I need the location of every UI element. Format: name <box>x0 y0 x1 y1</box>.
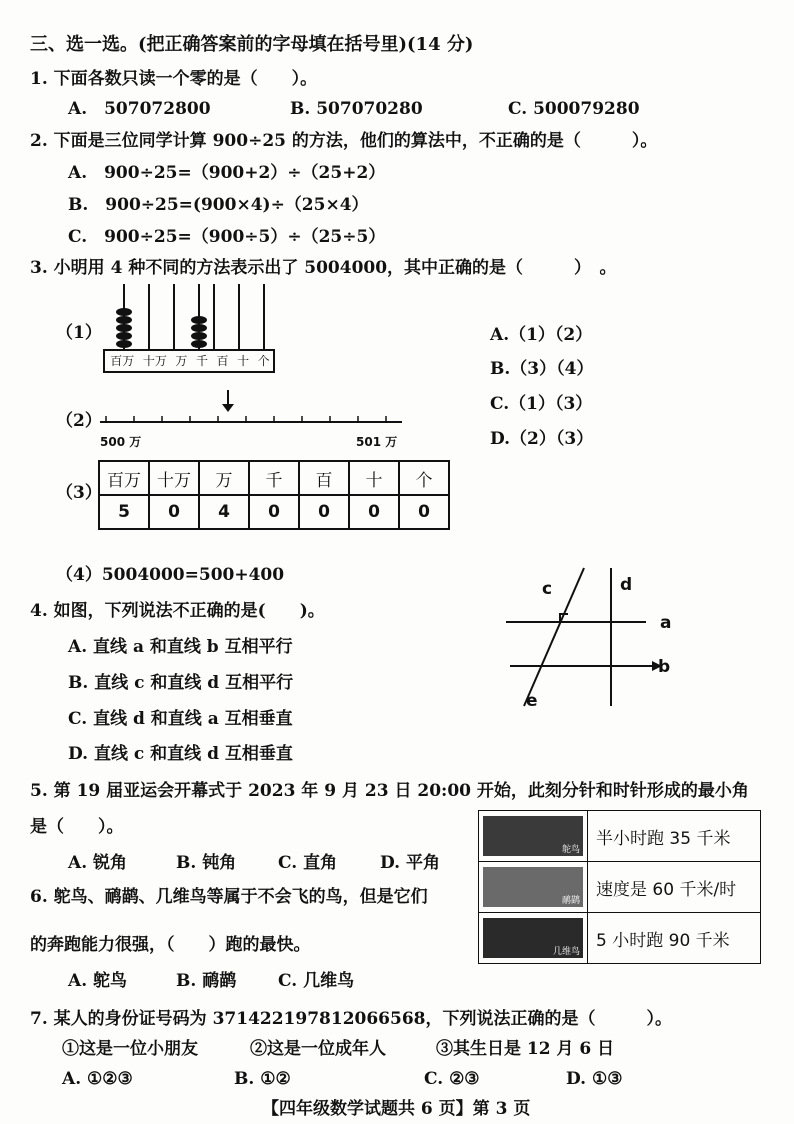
numberline-left-label: 500 万 <box>100 435 142 449</box>
q3-option-b[interactable]: B.（3）（4） <box>490 359 594 379</box>
line-label-a: a <box>660 613 672 633</box>
place-value-table <box>98 460 450 530</box>
table-cell: 5 <box>99 495 149 529</box>
table-header: 百万 <box>99 461 149 495</box>
q4-option-d[interactable]: D. 直线 c 和直线 d 互相垂直 <box>68 744 293 764</box>
q1-stem: 1. 下面各数只读一个零的是（ ）。 <box>30 69 318 89</box>
q4-stem: 4. 如图，下列说法不正确的是( )。 <box>30 601 325 621</box>
q6-option-a[interactable]: A. 鸵鸟 <box>68 971 128 991</box>
q5-option-b[interactable]: B. 钝角 <box>176 853 237 873</box>
table-cell: 0 <box>349 495 399 529</box>
line-label-c: c <box>542 579 553 599</box>
abacus-label: 十万 <box>142 354 167 368</box>
q3-label-3: （3） <box>56 483 102 503</box>
abacus-label: 十 <box>237 354 250 368</box>
abacus-label: 百 <box>216 354 229 368</box>
table-cell: 半小时跑 35 千米 <box>588 811 761 862</box>
bird-speed-table <box>478 810 761 964</box>
table-cell: 5 小时跑 90 千米 <box>588 913 761 964</box>
q6-stem-line2: 的奔跑能力很强，（ ）跑的最快。 <box>30 935 311 955</box>
table-cell: 4 <box>199 495 249 529</box>
table-header: 十 <box>349 461 399 495</box>
q2-option-a[interactable]: A. 900÷25=（900+2）÷（25+2） <box>68 163 386 183</box>
q4-option-c[interactable]: C. 直线 d 和直线 a 互相垂直 <box>68 709 293 729</box>
q7-option-a[interactable]: A. ①②③ <box>62 1069 133 1089</box>
q1-option-c[interactable]: C. 500079280 <box>508 99 640 119</box>
q4-option-a[interactable]: A. 直线 a 和直线 b 互相平行 <box>68 637 293 657</box>
table-cell: 0 <box>249 495 299 529</box>
ostrich-photo: 鸵鸟 <box>483 816 583 856</box>
q2-option-c[interactable]: C. 900÷25=（900÷5）÷（25÷5） <box>68 227 386 247</box>
q3-option-a[interactable]: A.（1）（2） <box>490 325 593 345</box>
q3-option-c[interactable]: C.（1）（3） <box>490 394 593 414</box>
table-row <box>479 862 761 913</box>
table-header: 千 <box>249 461 299 495</box>
table-header: 个 <box>399 461 449 495</box>
line-label-b: b <box>658 657 671 677</box>
abacus-labels <box>106 352 274 369</box>
q7-option-d[interactable]: D. ①③ <box>566 1069 623 1089</box>
table-header: 万 <box>199 461 249 495</box>
q5-stem-line2: 是（ ）。 <box>30 817 124 837</box>
page-footer: 【四年级数学试题共 6 页】第 3 页 <box>262 1099 531 1119</box>
section-title: 三、选一选。(把正确答案前的字母填在括号里)(14 分) <box>30 34 474 55</box>
q6-option-c[interactable]: C. 几维鸟 <box>278 971 355 991</box>
q4-option-b[interactable]: B. 直线 c 和直线 d 互相平行 <box>68 673 294 693</box>
table-cell: 0 <box>149 495 199 529</box>
table-cell: 0 <box>299 495 349 529</box>
q2-stem: 2. 下面是三位同学计算 900÷25 的方法，他们的算法中，不正确的是（ ）。 <box>30 131 658 151</box>
abacus-figure <box>100 284 280 384</box>
abacus-label: 百万 <box>110 354 135 368</box>
q7-statement-2: ②这是一位成年人 <box>250 1039 386 1059</box>
q3-item-4: （4）5004000=500+400 <box>56 565 285 585</box>
abacus-label: 万 <box>175 354 188 368</box>
q7-statement-1: ①这是一位小朋友 <box>62 1039 198 1059</box>
table-cell: 0 <box>399 495 449 529</box>
abacus-label: 个 <box>257 354 270 368</box>
table-row <box>99 495 449 529</box>
line-label-e: e <box>526 691 538 711</box>
q7-statement-3: ③其生日是 12 月 6 日 <box>436 1039 615 1059</box>
q5-stem-line1: 5. 第 19 届亚运会开幕式于 2023 年 9 月 23 日 20:00 开始，此刻分针和时针形成的最小角 <box>30 781 749 801</box>
q6-option-b[interactable]: B. 鸸鹋 <box>176 971 237 991</box>
abacus-beads <box>116 308 207 348</box>
q3-stem: 3. 小明用 4 种不同的方法表示出了 5004000，其中正确的是（ ） 。 <box>30 258 617 278</box>
abacus-label: 千 <box>195 354 208 368</box>
table-header: 百 <box>299 461 349 495</box>
emu-photo: 鸸鹋 <box>483 867 583 907</box>
kiwi-photo: 几维鸟 <box>483 918 583 958</box>
table-row <box>479 913 761 964</box>
q3-label-1: （1） <box>56 323 102 343</box>
q1-option-a[interactable]: A. 507072800 <box>68 99 211 119</box>
q5-option-a[interactable]: A. 锐角 <box>68 853 128 873</box>
q7-option-c[interactable]: C. ②③ <box>424 1069 480 1089</box>
numberline-right-label: 501 万 <box>356 435 398 449</box>
q7-option-b[interactable]: B. ①② <box>234 1069 291 1089</box>
q1-option-b[interactable]: B. 507070280 <box>290 99 423 119</box>
q6-stem-line1: 6. 鸵鸟、鸸鹋、几维鸟等属于不会飞的鸟，但是它们 <box>30 887 428 907</box>
table-row <box>99 461 449 495</box>
table-cell: 速度是 60 千米/时 <box>588 862 761 913</box>
lines-figure <box>496 566 686 716</box>
line-c <box>524 568 584 706</box>
table-row <box>479 811 761 862</box>
number-line <box>96 388 406 432</box>
q2-option-b[interactable]: B. 900÷25=(900×4)÷（25×4） <box>68 195 369 215</box>
line-label-d: d <box>620 575 633 595</box>
table-header: 十万 <box>149 461 199 495</box>
q3-option-d[interactable]: D.（2）（3） <box>490 429 594 449</box>
q7-stem: 7. 某人的身份证号码为 371422197812066568，下列说法正确的是（ ）。 <box>30 1009 672 1029</box>
q5-option-c[interactable]: C. 直角 <box>278 853 338 873</box>
q3-label-2: （2） <box>56 411 102 431</box>
q5-option-d[interactable]: D. 平角 <box>380 853 440 873</box>
